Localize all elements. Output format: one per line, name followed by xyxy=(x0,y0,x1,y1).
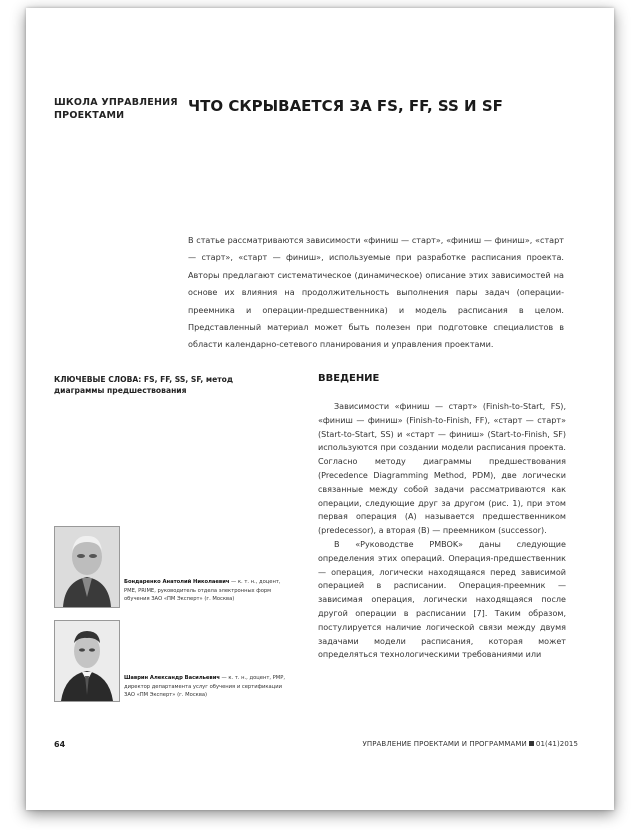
author-details-1: — к. т. н., доцент, PME, PRIME, руководитель отдела электронных форм обучения ЗАО «ПМ Эксперт» (г. Москва) xyxy=(124,579,281,602)
page-number: 64 xyxy=(54,740,66,749)
intro-paragraph-2: В «Руководстве PMBOK» даны следующие определения этих операций. Операция-предшественник — операция, логически находящаяся перед зависимой операцией в расписании. Операция-преемник — зависимая операция, логически находящаяся после другой операции в расписании [7]. Таким образом, постулируется наличие логической связи между двумя задачами модели расписания, которая может определяться технологическими требованиями или xyxy=(318,539,566,660)
article-title: ЧТО СКРЫВАЕТСЯ ЗА FS, FF, SS И SF xyxy=(188,97,503,115)
keywords: КЛЮЧЕВЫЕ СЛОВА: FS, FF, SS, SF, метод диаграммы предшествования xyxy=(54,375,233,395)
journal-footer xyxy=(362,740,578,748)
journal-name: УПРАВЛЕНИЕ ПРОЕКТАМИ И ПРОГРАММАМИ xyxy=(362,740,527,748)
section-label: ШКОЛА УПРАВЛЕНИЯ ПРОЕКТАМИ xyxy=(54,97,178,121)
author-photo-2 xyxy=(54,620,120,702)
author-caption-1 xyxy=(124,578,290,604)
journal-issue: 01(41)2015 xyxy=(535,740,578,748)
author-name-2: Шаврин Александр Васильевич xyxy=(124,675,220,681)
abstract: В статье рассматриваются зависимости «финиш — старт», «финиш — финиш», «старт — старт», «старт — финиш», используемые при разработке расписания проекта. Авторы предлагают систематическое (динамическое) описание этих зависимостей на основе их влияния на продолжительность выполнения пары задач (операции-преемника и операции-предшественника) и модель расписания в целом. Представленный материал может быть полезен при подготовке специалистов в области календарно-сетевого планирования и управления проектами. xyxy=(188,235,564,350)
square-separator-icon xyxy=(529,741,534,746)
intro-paragraph-1: Зависимости «финиш — старт» (Finish-to-Start, FS), «финиш — финиш» (Finish-to-Finish, FF), «старт — старт» (Start-to-Start, SS) и «старт — финиш» (Start-to-Finish, SF) используются при создании модели расписания проекта. Согласно методу диаграммы предшествования (Precedence Diagramming Method, PDM), две логически связанные между собой задачи рассматриваются как операции, следующие друг за другом (рис. 1), при этом первая операция (A) называется предшественником (predecessor), а вторая (B) — преемником (successor). xyxy=(318,402,566,536)
author-photo-1 xyxy=(54,526,120,608)
intro-heading: ВВЕДЕНИЕ xyxy=(318,373,380,384)
author-caption-2 xyxy=(124,674,290,700)
intro-body xyxy=(318,400,566,720)
author-details-2: — к. т. н., доцент, PMP, директор департамента услуг обучения и сертификации ЗАО «ПМ Эксперт» (г. Москва) xyxy=(124,675,286,698)
author-name-1: Бондаренко Анатолий Николаевич xyxy=(124,579,230,585)
